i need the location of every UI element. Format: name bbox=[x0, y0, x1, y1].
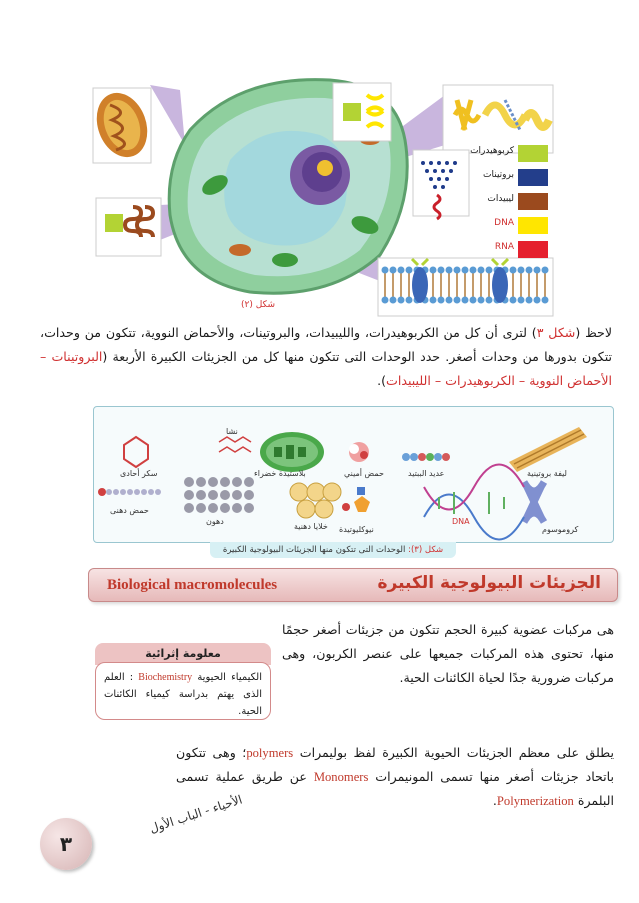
label-dna: DNA bbox=[452, 517, 470, 526]
para3-end: . bbox=[492, 793, 497, 808]
term-polymerization: Polymerization bbox=[496, 794, 574, 808]
label-starch: نشا bbox=[226, 427, 238, 436]
section-title-banner bbox=[88, 568, 618, 602]
info-term: Biochemistry bbox=[138, 672, 193, 683]
caption-ref: شكل (٣): bbox=[408, 545, 444, 555]
info-box bbox=[95, 662, 271, 720]
label-nucleotide: نيوكليوتيدة bbox=[339, 525, 374, 534]
para3-text: عن طريق عملية تسمى البلمرة bbox=[176, 769, 614, 808]
section-title-arabic: الجزيئات البيولوجية الكبيرة bbox=[377, 573, 601, 593]
label-monosaccharide: سكر أحادى bbox=[120, 469, 158, 478]
info-text: : العلم الذى يهتم بدراسة كيمياء الكائنات الحية. bbox=[104, 672, 262, 717]
para3-text: يطلق على معظم الجزيئات الحيوية الكبيرة لفظ بوليمرات bbox=[293, 745, 615, 760]
para1-text: ) لترى أن كل من الكربوهيدرات، والليبيدات، والبروتينات، والأحماض النووية، تتكون من وحدات، تتكون بدورها من وحدات أصغر. حدد الوحدات التى تتكون منها كل من الجزيئات الكبيرة الأربعة ( bbox=[40, 325, 612, 364]
para3-text: ؛ وهى تتكون باتحاد جزيئات أصغر منها تسمى المونيمرات bbox=[176, 745, 615, 784]
para1-end: ). bbox=[377, 373, 386, 388]
caption-text: الوحدات التى تتكون منها الجزيئات البيولوجية الكبيرة bbox=[222, 545, 409, 555]
legend-label: RNA bbox=[494, 242, 514, 252]
molecule-legend bbox=[470, 143, 560, 263]
legend-label: بروتينات bbox=[483, 170, 514, 180]
info-box-title: معلومة إثرائية bbox=[95, 643, 271, 665]
intro-paragraph bbox=[40, 321, 612, 393]
info-text: الكيمياء الحيوية bbox=[192, 672, 262, 683]
label-chromosome: كروموسوم bbox=[542, 525, 579, 534]
chapter-footer: الأحياء - الباب الأول bbox=[147, 792, 244, 836]
legend-swatch bbox=[518, 193, 548, 210]
legend-swatch bbox=[518, 145, 548, 162]
label-amino-acid: حمض أميني bbox=[344, 469, 384, 478]
legend-item-rna bbox=[470, 239, 560, 263]
cell-figure bbox=[0, 0, 639, 320]
legend-swatch bbox=[518, 217, 548, 234]
legend-item-lipids bbox=[470, 191, 560, 215]
page-number: ٣ bbox=[40, 818, 92, 870]
term-monomers: Monomers bbox=[313, 770, 369, 784]
label-fat-cells: خلايا دهنية bbox=[294, 522, 328, 531]
legend-item-carbohydrates bbox=[470, 143, 560, 167]
legend-label: DNA bbox=[494, 218, 514, 228]
section-title-english: Biological macromolecules bbox=[107, 577, 278, 593]
label-protein-fiber: ليفة بروتينية bbox=[527, 469, 567, 478]
macromolecule-list: البروتينات – الأحماض النووية – الكربوهيدرات – الليبيدات bbox=[40, 349, 612, 388]
para1-text: لاحظ ( bbox=[575, 325, 612, 340]
term-polymers: polymers bbox=[246, 746, 294, 760]
label-chloroplast: بلاستيدة خضراء bbox=[254, 469, 306, 478]
label-polypeptide: عديد الببتيد bbox=[408, 469, 445, 478]
label-fats: دهون bbox=[206, 517, 224, 526]
figure3-caption bbox=[210, 542, 456, 558]
figure-reference: شكل ٣ bbox=[536, 325, 576, 340]
legend-item-dna bbox=[470, 215, 560, 239]
legend-label: ليبيدات bbox=[487, 194, 514, 204]
legend-swatch bbox=[518, 241, 548, 258]
legend-label: كربوهيدرات bbox=[470, 146, 514, 156]
label-fatty-acid: حمض دهنى bbox=[110, 506, 149, 515]
legend-swatch bbox=[518, 169, 548, 186]
building-units-figure bbox=[93, 406, 614, 543]
legend-item-proteins bbox=[470, 167, 560, 191]
figure2-caption: شكل (٢) bbox=[240, 300, 276, 310]
definition-paragraph: هى مركبات عضوية كبيرة الحجم تتكون من جزيئات أصغر حجمًا منها، تحتوى هذه المركبات جميعها على عنصر الكربون، وهى مركبات ضرورية جدًا لحياة الكائنات الحية. bbox=[282, 622, 614, 685]
